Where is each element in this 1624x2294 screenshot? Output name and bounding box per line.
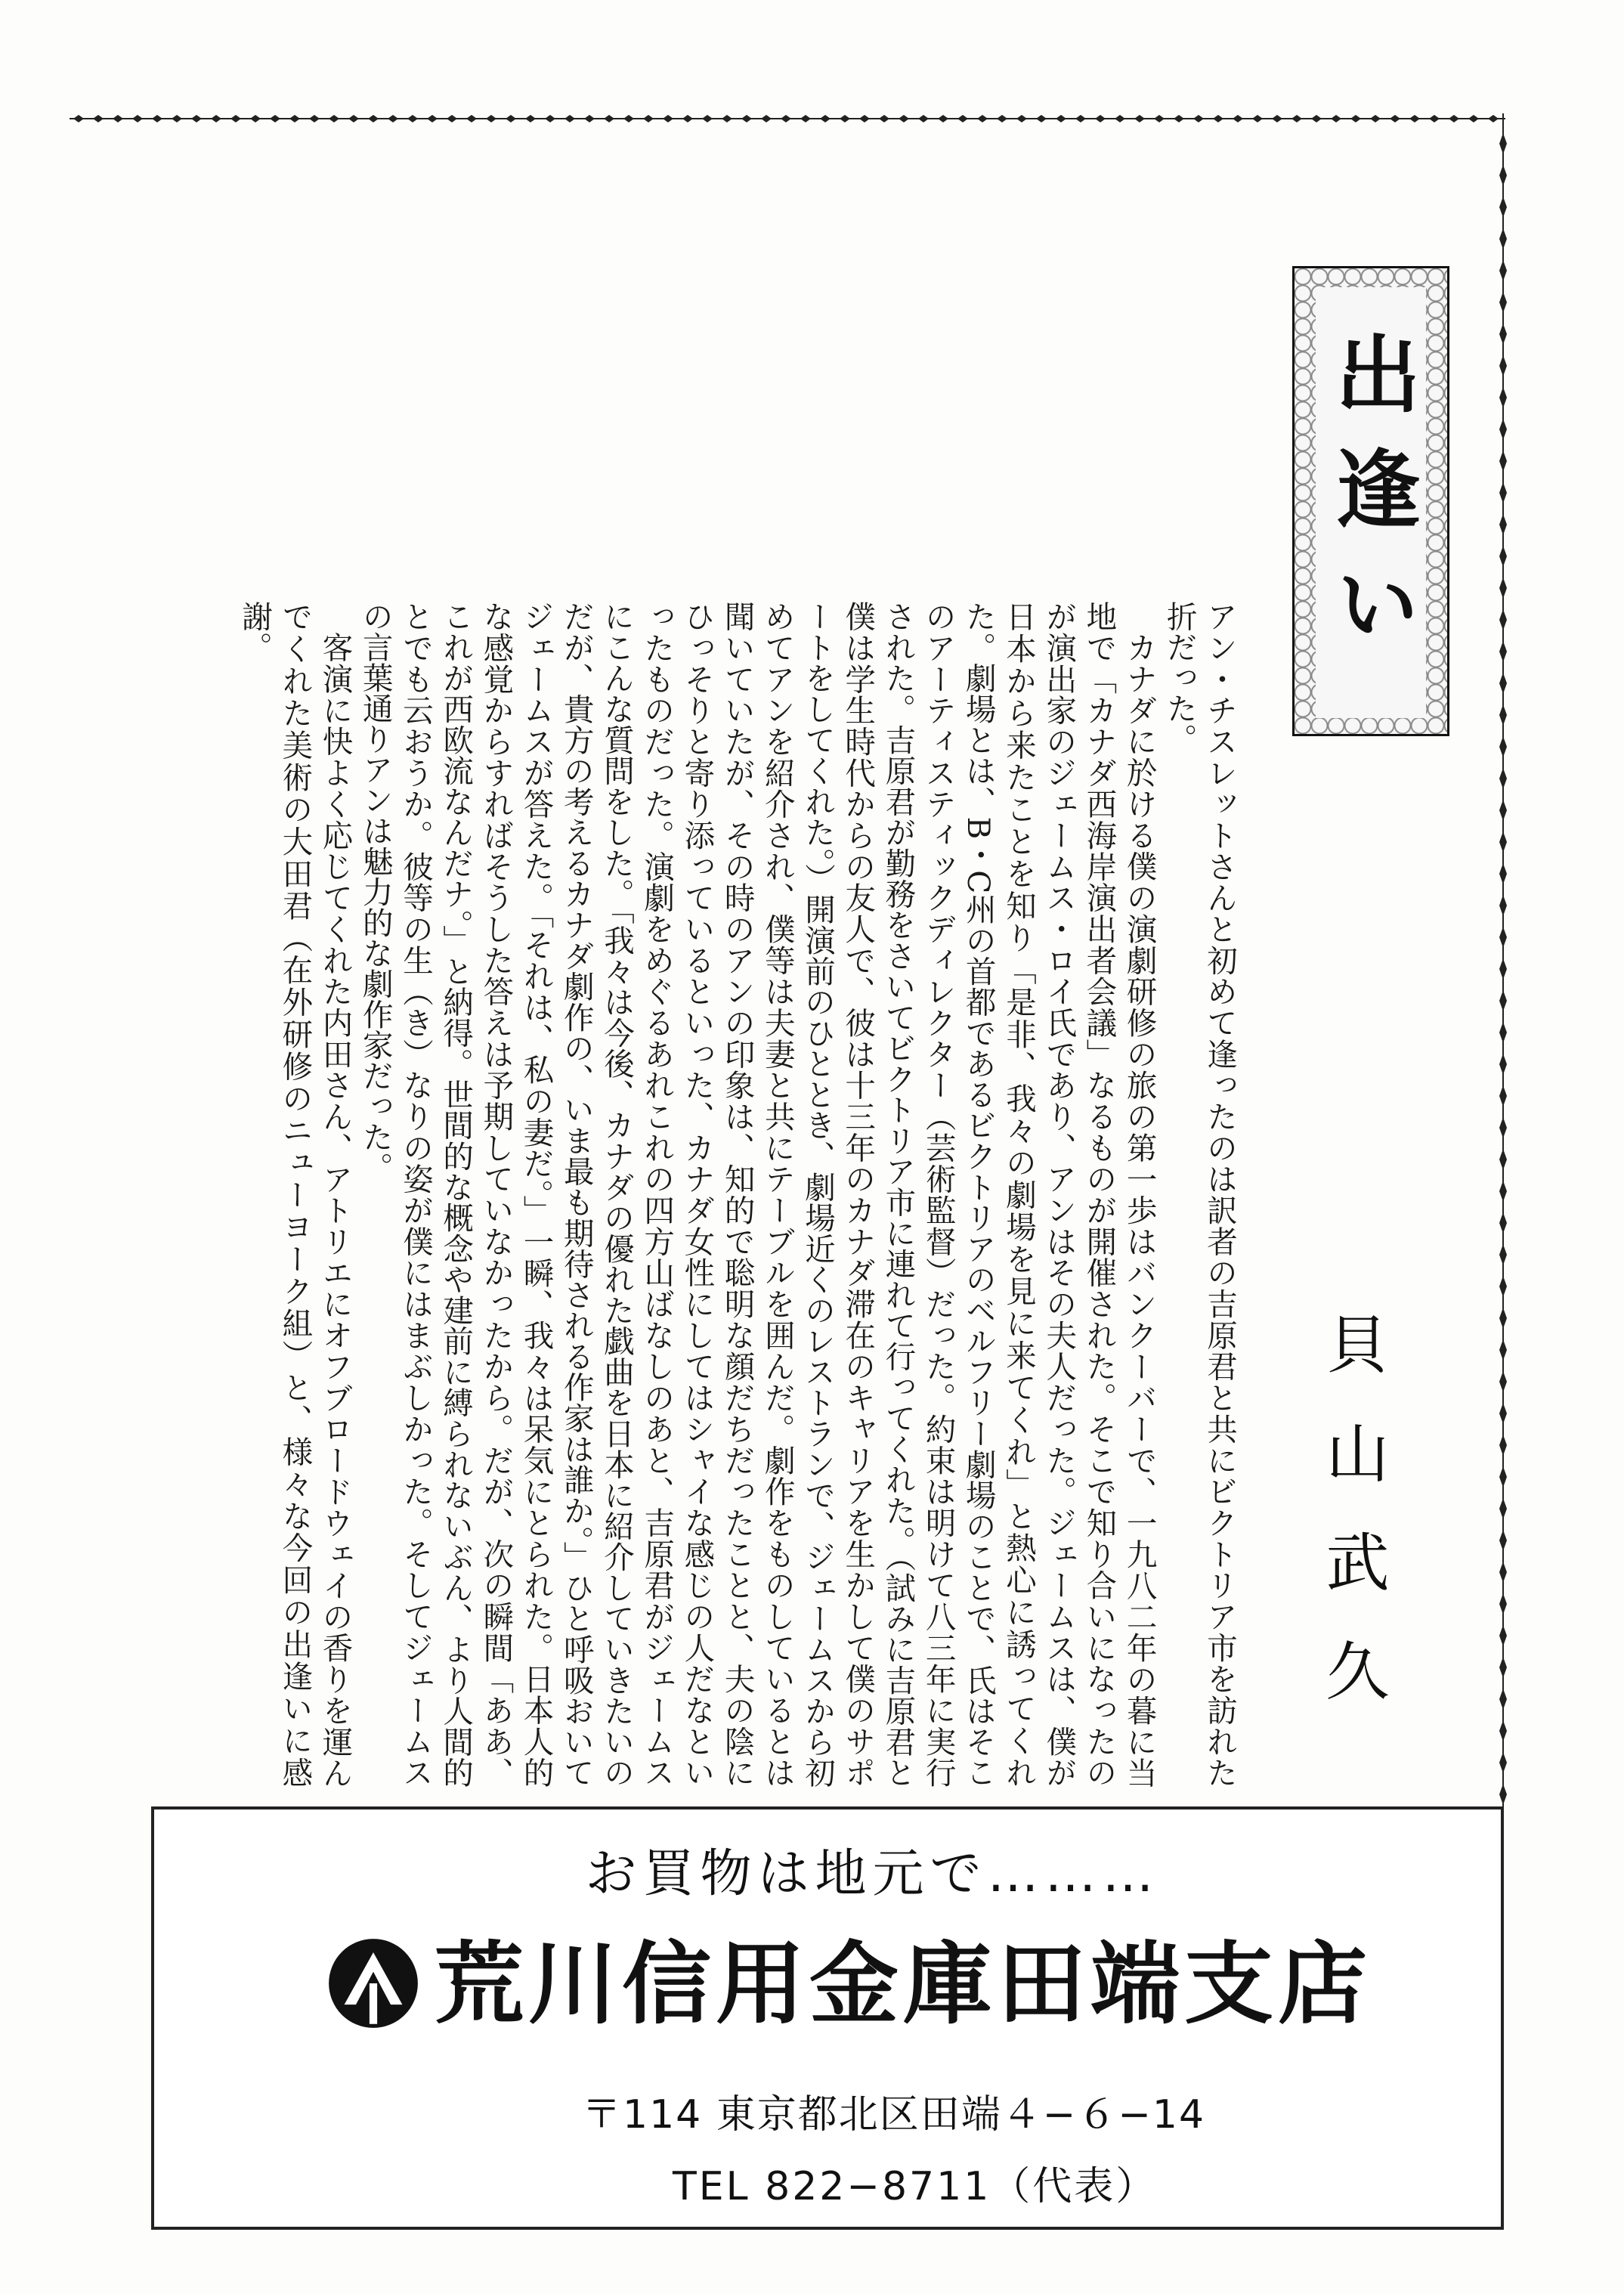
border-diamond <box>1154 115 1165 122</box>
border-diamond <box>1499 1720 1507 1741</box>
article-paragraph: 客演に快よく応じてくれた内田さん、アトリエにオフブロードウェイの香りを運んでくれた美術の大田君（在外研修のニューヨーク組）と、様々な今回の出逢いに感謝。 <box>237 601 354 1788</box>
border-diamond <box>722 115 732 122</box>
border-diamond <box>132 115 143 122</box>
ad-telephone: TEL 822−8711（代表） <box>673 2164 1158 2209</box>
border-diamond <box>781 115 791 122</box>
border-diamond <box>466 115 477 122</box>
border-diamond <box>191 115 202 122</box>
border-diamond <box>270 115 280 122</box>
border-diamond <box>525 115 536 122</box>
border-diamond <box>1499 1498 1507 1519</box>
border-diamond <box>840 115 850 122</box>
border-diamond <box>1499 1276 1507 1297</box>
border-diamond <box>1213 115 1223 122</box>
border-diamond <box>1499 704 1507 726</box>
border-diamond <box>1499 609 1507 630</box>
border-diamond <box>1499 1371 1507 1392</box>
border-diamond <box>1499 1466 1507 1488</box>
border-diamond <box>1499 863 1507 884</box>
border-diamond <box>1429 115 1440 122</box>
border-diamond <box>545 115 555 122</box>
border-diamond <box>1499 514 1507 535</box>
border-diamond <box>1174 115 1184 122</box>
article-paragraph: カナダに於ける僕の演劇研修の旅の第一歩はバンクーバーで、一九八二年の暮に当地で「カナダ西海岸演出者会議」なるものが開催された。そこで知り合いになったのが演出家のジェームス・ロイ氏であり、アンはその夫人だった。ジェームスは、僕が日本から来たことを知り「是非、我々の劇場を見に来てくれ」と熱心に誘ってくれた。劇場とは、B・C州の首都であるビクトリアのベルフリー劇場のことで、氏はそこのアーティスティックディレクター（芸術監督）だった。約束は明けて八三年に実行された。吉原君が勤務をさいてビクトリア市に連れて行ってくれた。（試みに吉原君と僕は学生時代からの友人で、彼は十三年のカナダ滞在のキャリアを生かして僕のサポートをしてくれた。）開演前のひととき、劇場近くのレストランで、ジェームスから初めてアンを紹介され、僕等は夫妻と共にテーブルを囲んだ。劇作をものしているとは聞いていたが、その時のアンの印象は、知的で聡明な顔だちだったことと、夫の陰にひっそりと寄り添っているといった、カナダ女性にしてはシャイな感じの人だなといったものだった。演劇をめぐるあれこれの四方山ばなしのあと、吉原君がジェームスにこんな質問をした。「我々は今後、カナダの優れた戯曲を日本に紹介していきたいのだが、貴方の考えるカナダ劇作の、いま最も期待される作家は誰か。」ひと呼吸おいてジェームスが答えた。「それは、私の妻だ。」一瞬、我々は呆気にとられた。日本人的な感覚からすればそうした答えは予期していなかったから。だが、次の瞬間「ああ、これが西欧流なんだナ。」と納得。世間的な概念や建前に縛られないぶん、より人間的とでも云おうか。彼等の生（き）なりの姿が僕にはまぶしかった。そしてジェームスの言葉通りアンは魅力的な劇作家だった。 <box>357 601 1158 1788</box>
border-diamond <box>329 115 339 122</box>
border-diamond <box>820 115 831 122</box>
border-diamond <box>152 115 162 122</box>
border-diamond <box>1311 115 1322 122</box>
border-diamond <box>1499 387 1507 408</box>
border-diamond <box>702 115 713 122</box>
border-diamond <box>250 115 261 122</box>
border-diamond <box>1499 1181 1507 1202</box>
border-diamond <box>1499 927 1507 948</box>
border-diamond <box>1016 115 1027 122</box>
ad-slogan: お買物は地元で……… <box>585 1844 1160 1904</box>
border-diamond <box>93 115 104 122</box>
border-diamond <box>800 115 811 122</box>
border-diamond <box>113 115 123 122</box>
border-diamond <box>938 115 948 122</box>
border-diamond <box>1409 115 1420 122</box>
border-diamond <box>309 115 320 122</box>
border-diamond <box>1488 115 1499 122</box>
border-diamond <box>1499 1625 1507 1646</box>
border-diamond <box>663 115 673 122</box>
article-paragraph: アン・チスレットさんと初めて逢ったのは訳者の吉原君と共にビクトリア市を訪れた折だった。 <box>1161 601 1238 1788</box>
border-diamond <box>1499 1085 1507 1107</box>
border-diamond <box>1499 641 1507 662</box>
border-diamond <box>1499 1689 1507 1710</box>
border-diamond <box>1499 990 1507 1011</box>
border-diamond <box>407 115 418 122</box>
border-diamond <box>1056 115 1066 122</box>
border-diamond <box>1193 115 1204 122</box>
border-diamond <box>1499 1054 1507 1075</box>
border-diamond <box>1499 1752 1507 1773</box>
border-diamond <box>486 115 496 122</box>
border-diamond <box>1499 1212 1507 1234</box>
border-diamond <box>1499 228 1507 249</box>
border-diamond <box>1095 115 1106 122</box>
border-diamond <box>1350 115 1361 122</box>
border-diamond <box>1499 1308 1507 1329</box>
border-diamond <box>1499 1022 1507 1043</box>
border-diamond <box>741 115 752 122</box>
border-diamond <box>977 115 988 122</box>
border-diamond <box>1115 115 1125 122</box>
border-diamond <box>565 115 575 122</box>
border-diamond <box>1233 115 1243 122</box>
border-diamond <box>1499 800 1507 821</box>
border-diamond <box>1499 482 1507 503</box>
article-body <box>159 601 1239 1788</box>
decorative-border-top <box>70 113 1505 124</box>
border-diamond <box>1499 895 1507 916</box>
border-diamond <box>1499 292 1507 313</box>
border-diamond <box>1075 115 1086 122</box>
border-diamond <box>899 115 909 122</box>
border-diamond <box>604 115 614 122</box>
border-diamond <box>1499 768 1507 789</box>
border-diamond <box>447 115 457 122</box>
border-diamond <box>1499 165 1507 186</box>
border-diamond <box>1499 197 1507 218</box>
ad-address: 〒114 東京都北区田端４−６−14 <box>582 2092 1206 2138</box>
border-diamond <box>73 115 84 122</box>
border-diamond <box>1252 115 1263 122</box>
border-diamond <box>172 115 182 122</box>
border-diamond <box>1370 115 1381 122</box>
border-diamond <box>1468 115 1479 122</box>
article-title: 出逢い <box>1316 287 1426 718</box>
shinkin-bank-logo-icon <box>325 1935 422 2032</box>
border-diamond <box>1499 1403 1507 1424</box>
border-diamond <box>289 115 300 122</box>
border-diamond <box>859 115 870 122</box>
border-diamond <box>1499 1149 1507 1170</box>
border-diamond <box>230 115 241 122</box>
border-diamond <box>1499 1244 1507 1265</box>
border-diamond <box>1134 115 1145 122</box>
border-diamond <box>1499 1657 1507 1678</box>
border-diamond <box>1499 1117 1507 1138</box>
border-diamond <box>1499 1784 1507 1805</box>
border-diamond <box>1499 831 1507 853</box>
border-diamond <box>1499 1435 1507 1456</box>
border-diamond <box>1499 419 1507 440</box>
border-diamond <box>427 115 438 122</box>
border-diamond <box>623 115 634 122</box>
border-diamond <box>1331 115 1341 122</box>
decorative-border-right <box>1498 113 1508 1806</box>
border-diamond <box>1291 115 1302 122</box>
border-diamond <box>879 115 889 122</box>
border-diamond <box>1449 115 1459 122</box>
border-diamond <box>1499 577 1507 599</box>
border-diamond <box>1499 673 1507 694</box>
border-diamond <box>211 115 221 122</box>
border-diamond <box>348 115 359 122</box>
border-diamond <box>643 115 654 122</box>
border-diamond <box>761 115 772 122</box>
border-diamond <box>1499 1530 1507 1551</box>
border-diamond <box>1499 355 1507 376</box>
border-diamond <box>1499 324 1507 345</box>
ad-bank-name: 荒川信用金庫田端支店 <box>435 1932 1372 2036</box>
border-diamond <box>1499 546 1507 567</box>
border-diamond <box>506 115 516 122</box>
border-diamond <box>1499 133 1507 154</box>
article-author: 貝山武久 <box>1316 1311 1390 1747</box>
border-diamond <box>1499 1339 1507 1361</box>
border-diamond <box>1272 115 1282 122</box>
border-diamond <box>1390 115 1400 122</box>
border-diamond <box>1499 1593 1507 1614</box>
border-diamond <box>682 115 693 122</box>
border-diamond <box>1499 958 1507 980</box>
border-diamond <box>388 115 398 122</box>
border-diamond <box>1499 1562 1507 1583</box>
border-diamond <box>1499 450 1507 472</box>
border-diamond <box>368 115 379 122</box>
border-diamond <box>1499 736 1507 757</box>
border-diamond <box>1036 115 1047 122</box>
border-diamond <box>1499 260 1507 281</box>
border-diamond <box>957 115 968 122</box>
border-diamond <box>584 115 595 122</box>
border-diamond <box>918 115 929 122</box>
border-diamond <box>997 115 1007 122</box>
